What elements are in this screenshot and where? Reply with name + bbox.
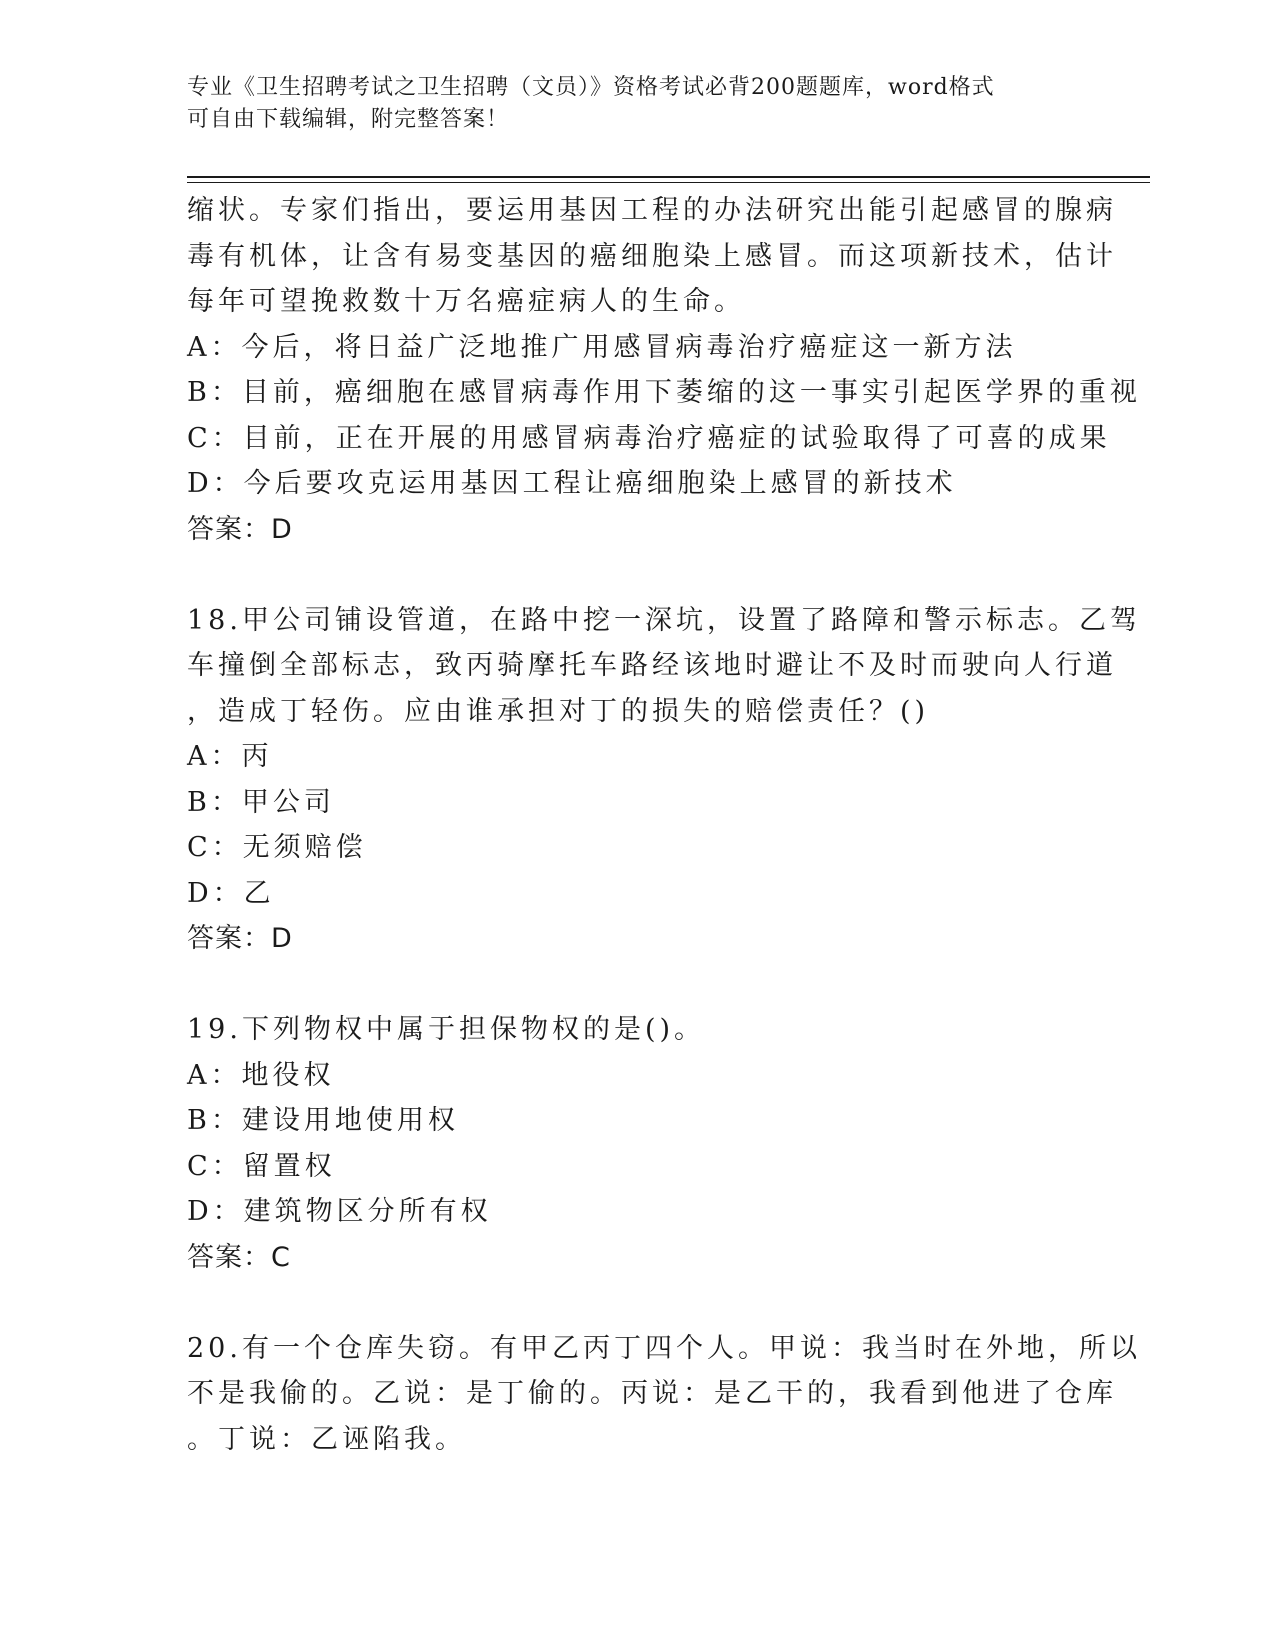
question-text-line: 每年可望挽救数十万名癌症病人的生命。 bbox=[187, 286, 745, 317]
question-text-line: 缩状。专家们指出，要运用基因工程的办法研究出能引起感冒的腺病 bbox=[187, 195, 1117, 226]
option-c: C：无须赔偿 bbox=[187, 832, 367, 863]
question-20 bbox=[187, 1326, 1141, 1463]
question-text-line: 毒有机体，让含有易变基因的癌细胞染上感冒。而这项新技术，估计 bbox=[187, 240, 1117, 272]
document-body bbox=[187, 188, 1141, 1462]
option-a: A：地役权 bbox=[187, 1059, 335, 1091]
option-a: A：今后，将日益广泛地推广用感冒病毒治疗癌症这一新方法 bbox=[187, 331, 1017, 363]
question-text-line: 车撞倒全部标志，致丙骑摩托车路经该地时避让不及时而驶向人行道 bbox=[187, 650, 1117, 681]
option-b: B：甲公司 bbox=[187, 786, 335, 818]
answer: 答案：D bbox=[187, 923, 293, 954]
option-d: D：建筑物区分所有权 bbox=[187, 1196, 492, 1227]
header-line-2: 可自由下载编辑，附完整答案！ bbox=[187, 107, 510, 132]
question-text-line: 。丁说：乙诬陷我。 bbox=[187, 1423, 466, 1455]
header-line-1: 专业《卫生招聘考试之卫生招聘（文员）》资格考试必背200题题库，word格式 bbox=[187, 75, 995, 100]
question-text-line: 不是我偷的。乙说：是丁偷的。丙说：是乙干的，我看到他进了仓库 bbox=[187, 1378, 1117, 1409]
question-text-line: 18.甲公司铺设管道，在路中挖一深坑，设置了路障和警示标志。乙驾 bbox=[187, 604, 1141, 636]
option-a: A：丙 bbox=[187, 741, 273, 772]
option-d: D：乙 bbox=[187, 877, 275, 909]
document-header bbox=[187, 72, 1067, 136]
option-b: B：目前，癌细胞在感冒病毒作用下萎缩的这一事实引起医学界的重视 bbox=[187, 377, 1141, 408]
question-18 bbox=[187, 598, 1141, 962]
option-b: B：建设用地使用权 bbox=[187, 1105, 459, 1136]
question-17 bbox=[187, 188, 1141, 552]
option-c: C：留置权 bbox=[187, 1150, 336, 1182]
header-rule-thin bbox=[187, 182, 1150, 183]
question-text-line: 20.有一个仓库失窃。有甲乙丙丁四个人。甲说：我当时在外地，所以 bbox=[187, 1332, 1141, 1364]
answer: 答案：D bbox=[187, 513, 293, 545]
question-text-line: 19.下列物权中属于担保物权的是()。 bbox=[187, 1014, 706, 1045]
option-d: D：今后要攻克运用基因工程让癌细胞染上感冒的新技术 bbox=[187, 468, 957, 499]
question-text-line: ，造成丁轻伤。应由谁承担对丁的损失的赔偿责任？() bbox=[187, 695, 930, 727]
answer: 答案：C bbox=[187, 1241, 291, 1273]
question-19 bbox=[187, 1007, 1087, 1280]
option-c: C：目前，正在开展的用感冒病毒治疗癌症的试验取得了可喜的成果 bbox=[187, 422, 1111, 454]
header-rule-thick bbox=[187, 176, 1150, 178]
